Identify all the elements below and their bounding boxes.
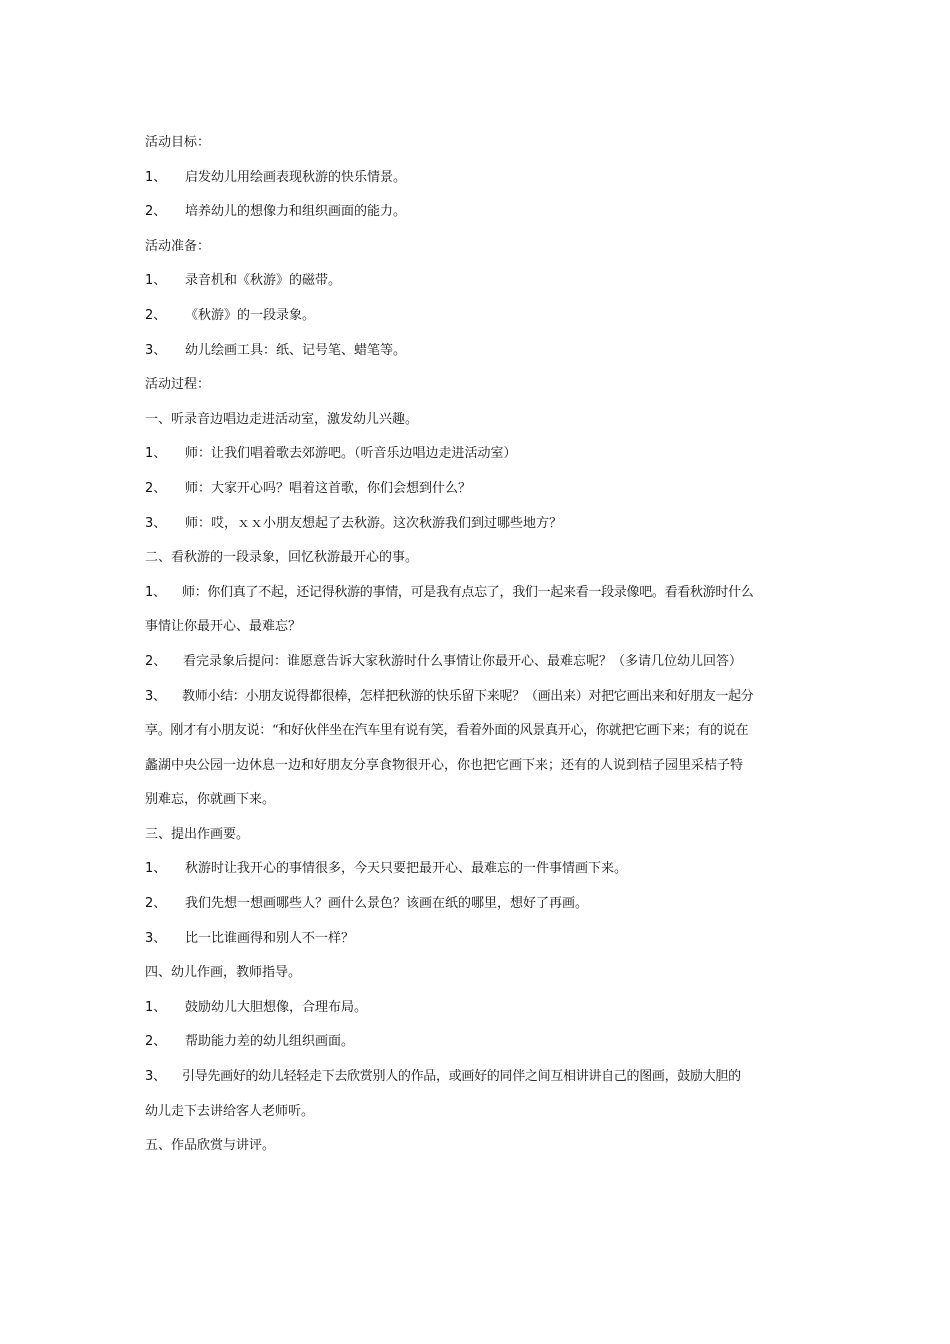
list-item: 1、 启发幼儿用绘画表现秋游的快乐情景。 — [145, 169, 407, 185]
section-5-title: 五、作品欣赏与讲评。 — [145, 1138, 276, 1154]
list-item-continuation: 别难忘，你就画下来。 — [145, 792, 276, 808]
list-item: 2、 《秋游》的一段录象。 — [145, 307, 316, 323]
list-item: 3、 幼儿绘画工具：纸、记号笔、蜡笔等。 — [145, 342, 407, 358]
list-item-continuation: 蠡湖中央公园一边休息一边和好朋友分享食物很开心，你也把它画下来；还有的人说到桔子园里采桔子特 — [145, 757, 744, 773]
document-body — [145, 126, 810, 1164]
list-item: 2、 培养幼儿的想像力和组织画面的能力。 — [145, 204, 407, 220]
list-item-continuation: 幼儿走下去讲给客人老师听。 — [145, 1103, 315, 1119]
list-item: 3、 比一比谁画得和别人不一样？ — [145, 930, 355, 946]
list-item-continuation: 事情让你最开心、最难忘？ — [145, 619, 302, 635]
section-4-title: 四、幼儿作画，教师指导。 — [145, 965, 302, 981]
list-item: 2、 帮助能力差的幼儿组织画面。 — [145, 1034, 355, 1050]
list-item: 3、 师：哎，ｘｘ小朋友想起了去秋游。这次秋游我们到过哪些地方？ — [145, 515, 563, 531]
heading-goal: 活动目标： — [145, 135, 211, 150]
section-3-title: 三、提出作画要。 — [145, 826, 250, 842]
list-item: 2、 看完录象后提问：谁愿意告诉大家秋游时什么事情让你最开心、最难忘呢？（多请几位幼儿回答） — [145, 653, 743, 669]
list-item: 3、 引导先画好的幼儿轻轻走下去欣赏别人的作品，或画好的同伴之间互相讲讲自己的图画，鼓励大胆的 — [145, 1069, 741, 1085]
list-item: 1、 秋游时让我开心的事情很多，今天只要把最开心、最难忘的一件事情画下来。 — [145, 861, 628, 877]
list-item-continuation: 享。刚才有小朋友说：“和好伙伴坐在汽车里有说有笑，看着外面的风景真开心，你就把它画下来；有的说在 — [145, 723, 749, 739]
list-item: 1、 师：让我们唱着歌去郊游吧。（听音乐边唱边走进活动室） — [145, 446, 517, 462]
list-item: 2、 师：大家开心吗？唱着这首歌，你们会想到什么？ — [145, 480, 472, 496]
list-item: 2、 我们先想一想画哪些人？画什么景色？该画在纸的哪里，想好了再画。 — [145, 896, 589, 912]
heading-prep: 活动准备： — [145, 238, 211, 254]
list-item: 1、 录音机和《秋游》的磁带。 — [145, 273, 342, 289]
list-item: 1、 师：你们真了不起，还记得秋游的事情，可是我有点忘了，我们一起来看一段录像吧。看看秋游时什么 — [145, 584, 754, 600]
section-1-title: 一、听录音边唱边走进活动室，激发幼儿兴趣。 — [145, 411, 419, 427]
list-item: 3、 教师小结：小朋友说得都很棒，怎样把秋游的快乐留下来呢？（画出来）对把它画出来和好朋友一起分 — [145, 688, 754, 704]
heading-process: 活动过程： — [145, 377, 211, 393]
list-item: 1、 鼓励幼儿大胆想像，合理布局。 — [145, 999, 368, 1015]
section-2-title: 二、看秋游的一段录象，回忆秋游最开心的事。 — [145, 550, 419, 566]
